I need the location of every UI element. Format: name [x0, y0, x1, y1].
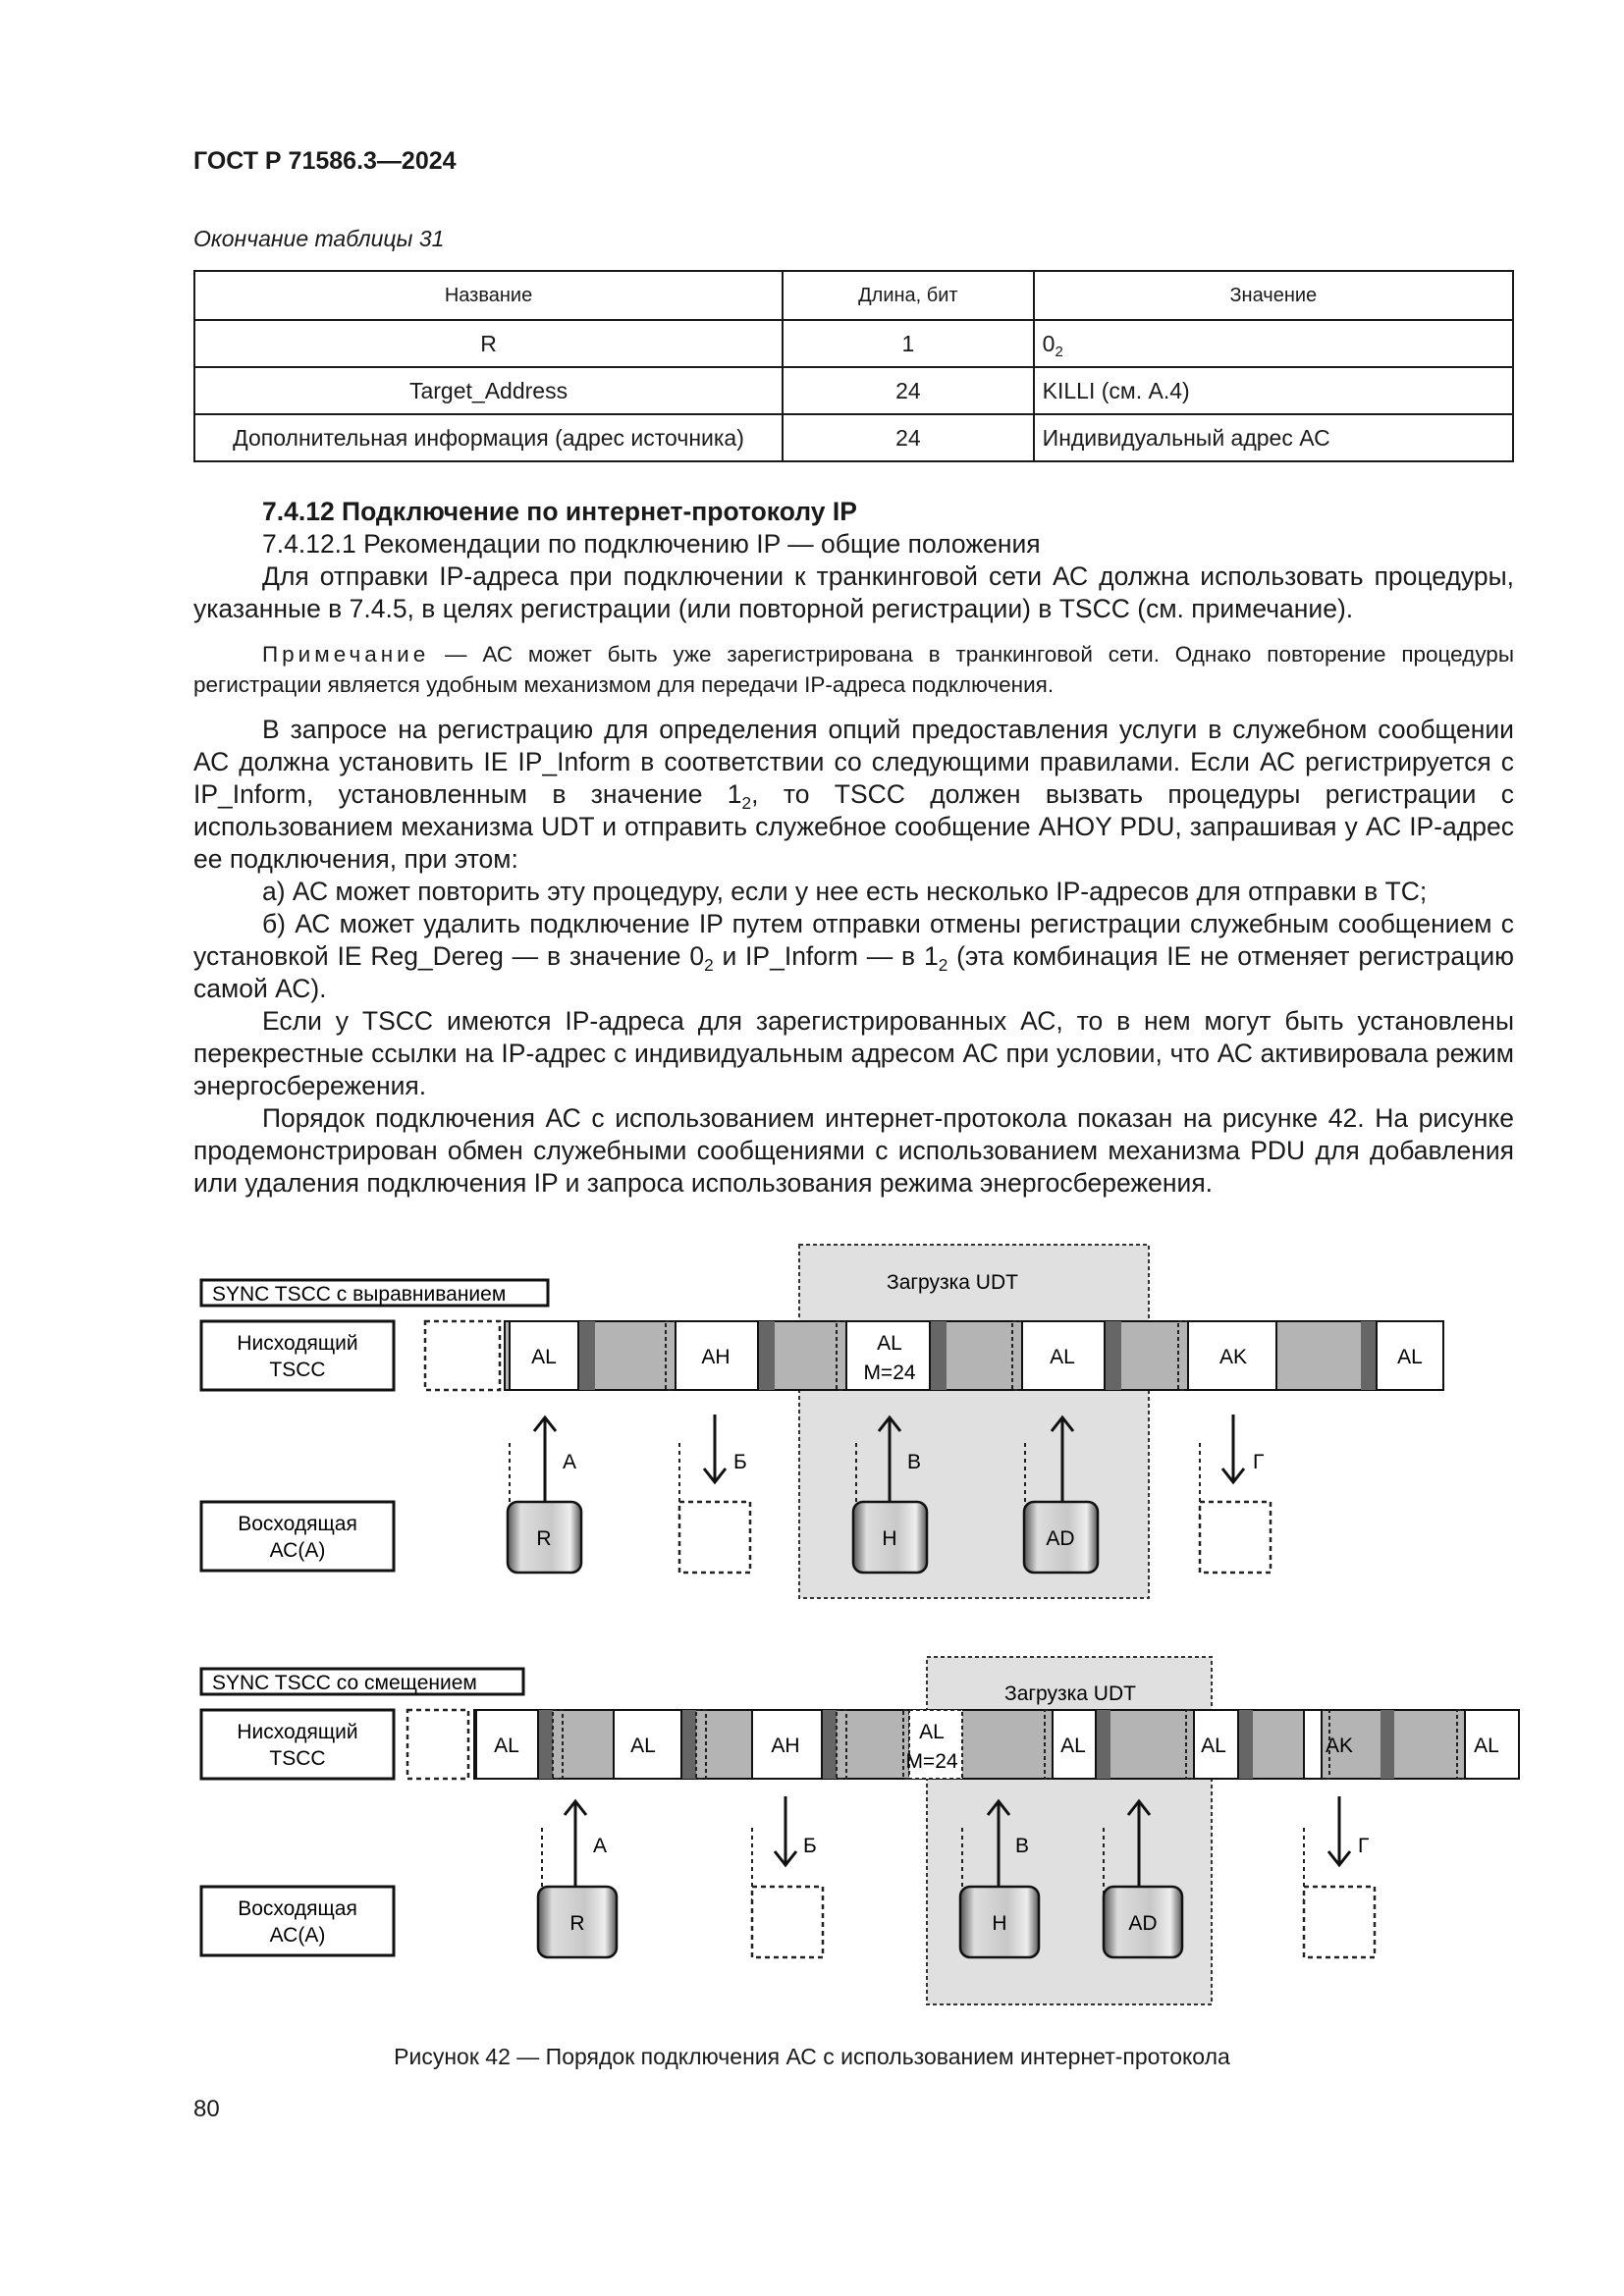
slot-label: AK [1218, 1346, 1248, 1368]
cell-name: Target_Address [194, 367, 783, 414]
slot-label: AL [1050, 1346, 1075, 1368]
empty-uplink-slot [752, 1887, 823, 1957]
arrow-label: Б [803, 1835, 817, 1857]
arrow-label: Г [1358, 1835, 1370, 1857]
dashed-slot [425, 1321, 500, 1390]
diagram-offset [201, 1657, 1519, 2004]
empty-uplink-slot [679, 1502, 750, 1573]
uplink-box-label: H [992, 1912, 1007, 1935]
paragraph-text: В запросе на регистрацию для определения опций предоставления услуги в служебном сообщении АС должна установить IE IP_Inform в соответствии со следующими правилами. Если АС регистрируется с IP_Inform, установленным в значение 1 [193, 715, 1514, 809]
uplink-label: АС(А) [269, 1924, 326, 1947]
uplink-box-label: R [536, 1527, 552, 1550]
arrow-label: В [907, 1451, 922, 1473]
slot-label: AH [701, 1346, 731, 1368]
value-base: 0 [1042, 330, 1056, 356]
note-text: — АС может быть уже зарегистрирована в транкинговой сети. Однако повторение процедуры регистрации является удобным механизмом для передачи IP-адреса подключения. [193, 642, 1514, 697]
cell-length: 24 [783, 414, 1034, 461]
diagram-aligned [201, 1245, 1443, 1598]
list-item: а) АС может повторить эту процедуру, если у нее есть несколько IP-адресов для отправки в ТС; [262, 877, 1428, 906]
slot-label: AL [1201, 1735, 1226, 1757]
downlink-label: Нисходящий [237, 1721, 358, 1743]
empty-uplink-slot [1304, 1887, 1375, 1957]
arrow-label: Б [733, 1451, 747, 1473]
slot-label: AL [494, 1735, 519, 1757]
slot-label: AL [1060, 1735, 1086, 1757]
subsection-title: 7.4.12.1 Рекомендации по подключению IP — общие положения [262, 529, 1041, 559]
value-subscript: 2 [1055, 343, 1063, 360]
subscript: 2 [704, 955, 714, 976]
cell-value: KILLI (см. А.4) [1034, 367, 1513, 414]
udt-label: Загрузка UDT [1004, 1682, 1136, 1705]
subscript: 2 [938, 955, 948, 976]
slot-box [1304, 1710, 1322, 1779]
uplink-label: Восходящая [238, 1897, 357, 1920]
paragraph: Если у TSCC имеются IP-адреса для зарегистрированных АС, то в нем могут быть установлены перекрестные ссылки на IP-адрес с индивидуальным адресом АС при условии, что АС активировала режим энергосбережения. [193, 1006, 1514, 1100]
downlink-label: TSCC [269, 1747, 326, 1770]
empty-uplink-slot [1200, 1502, 1271, 1573]
slot-label: AH [771, 1735, 800, 1757]
uplink-label: Восходящая [238, 1513, 357, 1535]
column-header: Значение [1034, 271, 1513, 320]
arrow-label: А [563, 1451, 577, 1473]
arrow-label: Г [1253, 1451, 1265, 1473]
arrow-label: В [1015, 1835, 1030, 1857]
uplink-box-label: H [882, 1527, 897, 1550]
slot-label: M=24 [863, 1362, 916, 1384]
table-caption: Окончание таблицы 31 [193, 226, 445, 251]
slot-label: AL [877, 1332, 902, 1355]
item-text: и IP_Inform — в 1 [713, 941, 939, 971]
item-text: б) АС может удалить подключение IP путем отправки отмены регистрации служебным сообщением с установкой IE Reg_Dereg — в значение 0 [193, 909, 1514, 971]
subscript: 2 [741, 793, 752, 814]
slot-label: AL [531, 1346, 557, 1368]
paragraph: Порядок подключения АС с использованием интернет-протокола показан на рисунке 42. На рисунке продемонстрирован обмен служебными сообщениями с использованием механизма PDU для добавления или удаления подключения IP и запроса использования режима энергосбережения. [193, 1103, 1514, 1198]
column-header: Название [194, 271, 783, 320]
slot-label: AL [630, 1735, 656, 1757]
udt-label: Загрузка UDT [887, 1271, 1018, 1294]
slot-label: AK [1325, 1735, 1354, 1757]
uplink-label: АС(А) [269, 1539, 326, 1562]
downlink-timeline [505, 1321, 1443, 1390]
downlink-label: TSCC [269, 1359, 326, 1381]
cell-length: 24 [783, 367, 1034, 414]
figure-caption: Рисунок 42 — Порядок подключения АС с использованием интернет-протокола [394, 2044, 1230, 2069]
dashed-slot [407, 1710, 468, 1779]
cell-name: Дополнительная информация (адрес источника) [194, 414, 783, 461]
uplink-box-label: R [569, 1912, 585, 1935]
uplink-box-label: AD [1046, 1527, 1075, 1550]
item-text: (эта комбинация IE не отменяет регистрацию самой АС). [193, 941, 1514, 1003]
sync-title: SYNC TSCC с выравниванием [212, 1283, 507, 1306]
paragraph: Для отправки IP-адреса при подключении к транкинговой сети АС должна использовать процедуры, указанные в 7.4.5, в целях регистрации (или повторной регистрации) в TSCC (см. примечание). [193, 561, 1514, 623]
cell-length: 1 [783, 320, 1034, 367]
page-number: 80 [193, 2096, 220, 2122]
sync-title: SYNC TSCC со смещением [212, 1672, 477, 1694]
cell-name: R [194, 320, 783, 367]
arrow-label: А [593, 1835, 608, 1857]
uplink-box-label: AD [1128, 1912, 1158, 1935]
note-label: Примечание [262, 642, 430, 667]
slot-label: AL [1397, 1346, 1423, 1368]
column-header: Длина, бит [783, 271, 1034, 320]
slot-label: M=24 [905, 1750, 958, 1773]
cell-value: Индивидуальный адрес АС [1034, 414, 1513, 461]
slot-label: AL [1474, 1735, 1499, 1757]
downlink-label: Нисходящий [237, 1332, 358, 1355]
section-title: 7.4.12 Подключение по интернет-протоколу IP [262, 497, 857, 526]
document-header: ГОСТ Р 71586.3—2024 [193, 147, 457, 175]
paragraph-text: , то TSCC должен вызвать процедуры регистрации с использованием механизма UDT и отправить служебное сообщение AHOY PDU, запрашивая у АС IP-адрес ее подключения, при этом: [193, 779, 1514, 874]
slot-label: AL [919, 1721, 945, 1743]
